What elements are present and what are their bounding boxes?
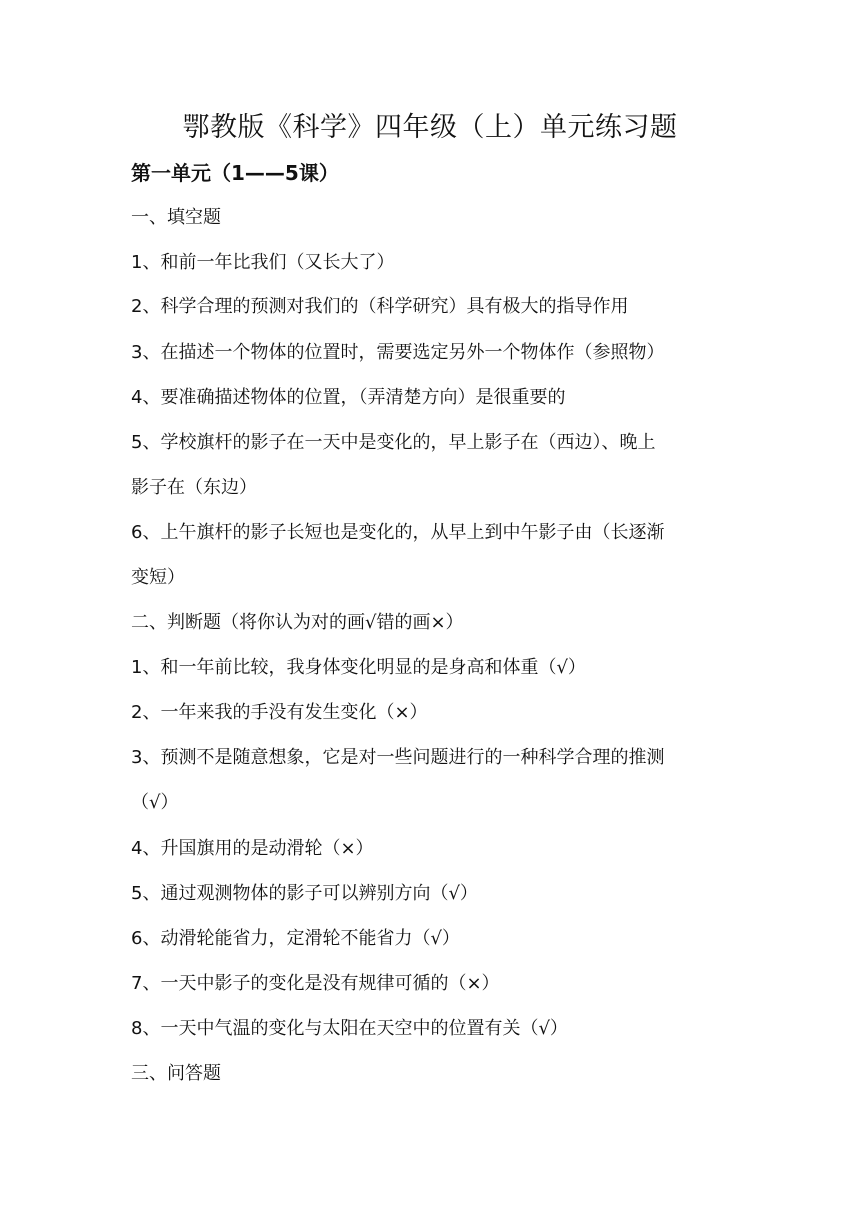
section-heading-true-false: 二、判断题（将你认为对的画√错的画×） — [131, 612, 464, 633]
section-heading-short-answer: 三、问答题 — [131, 1063, 221, 1084]
question-line: 5、通过观测物体的影子可以辨别方向（√） — [131, 883, 478, 904]
unit-heading: 第一单元（1——5课） — [131, 161, 339, 185]
question-line: 1、和一年前比较，我身体变化明显的是身高和体重（√） — [131, 657, 586, 678]
question-line: 3、预测不是随意想象，它是对一些问题进行的一种科学合理的推测 — [131, 747, 665, 768]
question-line: 4、升国旗用的是动滑轮（×） — [131, 838, 374, 859]
question-line-continued: 影子在（东边） — [131, 477, 257, 498]
question-line: 6、上午旗杆的影子长短也是变化的，从早上到中午影子由（长逐渐 — [131, 522, 665, 543]
question-line-continued: （√） — [131, 792, 179, 813]
question-line: 8、一天中气温的变化与太阳在天空中的位置有关（√） — [131, 1018, 568, 1039]
question-line: 2、科学合理的预测对我们的（科学研究）具有极大的指导作用 — [131, 296, 629, 317]
question-line: 3、在描述一个物体的位置时，需要选定另外一个物体作（参照物） — [131, 342, 665, 363]
document-title: 鄂教版《科学》四年级（上）单元练习题 — [182, 112, 678, 143]
question-line: 7、一天中影子的变化是没有规律可循的（×） — [131, 973, 500, 994]
question-line: 4、要准确描述物体的位置，（弄清楚方向）是很重要的 — [131, 387, 566, 408]
question-line: 5、学校旗杆的影子在一天中是变化的，早上影子在（西边）、晚上 — [131, 432, 656, 453]
question-line: 1、和前一年比我们（又长大了） — [131, 252, 395, 273]
question-line-continued: 变短） — [131, 567, 185, 588]
question-line: 6、动滑轮能省力，定滑轮不能省力（√） — [131, 928, 460, 949]
section-heading-fill-blank: 一、填空题 — [131, 207, 221, 228]
question-line: 2、一年来我的手没有发生变化（×） — [131, 702, 428, 723]
